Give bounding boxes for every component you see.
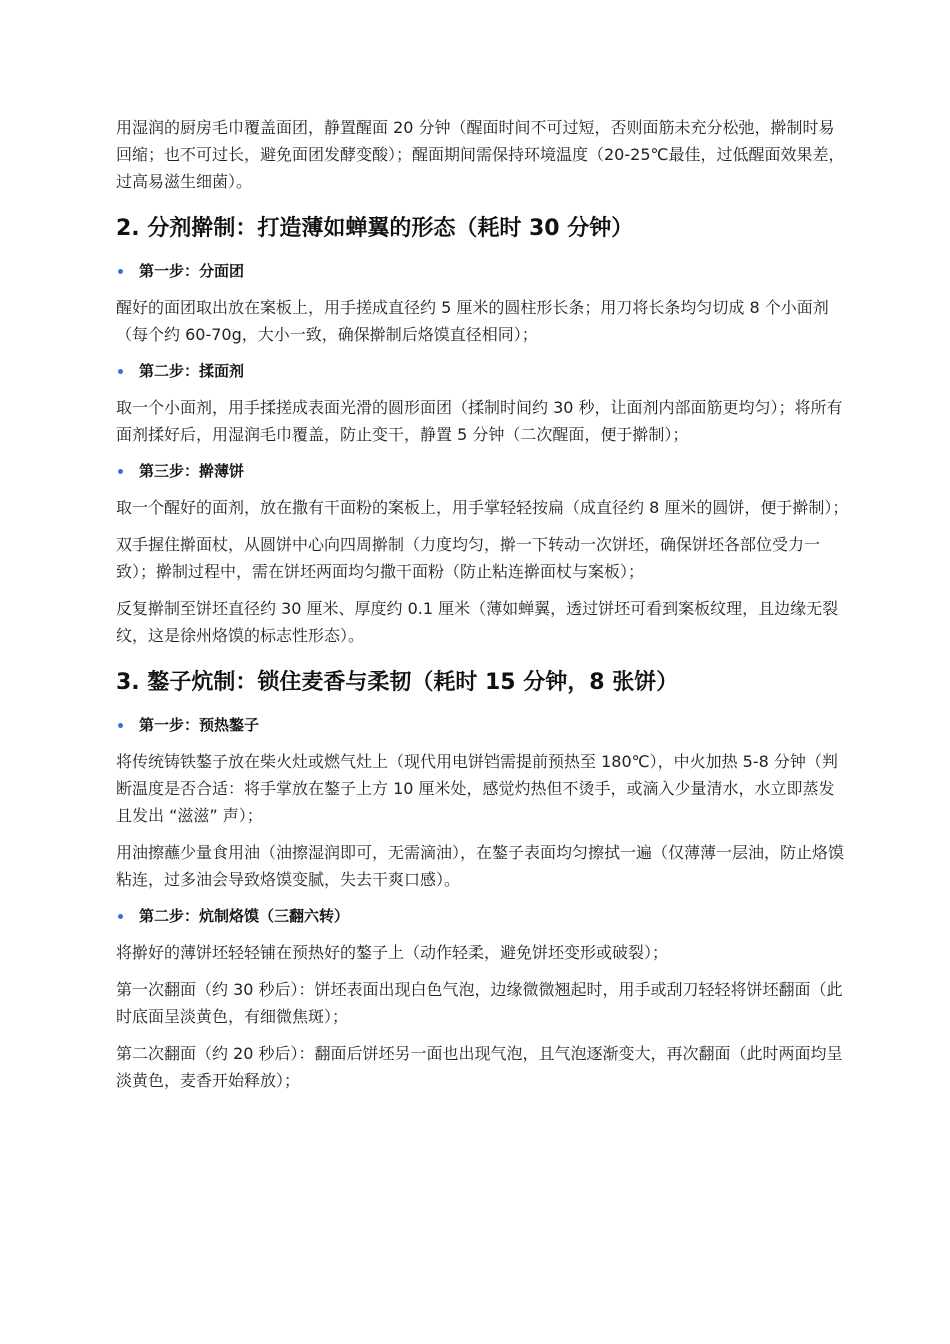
step-cook-flatbread <box>116 903 850 929</box>
bullet-dot-icon <box>118 269 123 274</box>
step-preheat-griddle <box>116 712 850 738</box>
section-heading-rolling: 2. 分剂擀制：打造薄如蝉翼的形态（耗时 30 分钟） <box>116 216 634 241</box>
step-label: 第一步：预热鏊子 <box>139 716 260 734</box>
step-knead-pieces <box>116 358 850 384</box>
section-heading-griddle: 3. 鏊子炕制：锁住麦香与柔韧（耗时 15 分钟，8 张饼） <box>116 670 679 695</box>
step-label: 第二步：揉面剂 <box>139 362 245 380</box>
paragraph-resting-dough: 用湿润的厨房毛巾覆盖面团，静置醒面 20 分钟（醒面时间不可过短，否则面筋未充分松弛，擀制时易回缩；也不可过长，避免面团发酵变酸）；醒面期间需保持环境温度（20-25℃最佳，过低醒面效果差，过高易滋生细菌）。 <box>116 118 845 191</box>
paragraph-lay-dough: 将擀好的薄饼坯轻轻铺在预热好的鏊子上（动作轻柔，避免饼坯变形或破裂）； <box>116 943 669 962</box>
paragraph-final-thickness: 反复擀制至饼坯直径约 30 厘米、厚度约 0.1 厘米（薄如蝉翼，透过饼坯可看到案板纹理，且边缘无裂纹，这是徐州烙馍的标志性形态）。 <box>116 599 839 645</box>
step-roll-thin <box>116 458 850 484</box>
step-label: 第一步：分面团 <box>139 262 245 280</box>
bullet-dot-icon <box>118 369 123 374</box>
step-label: 第三步：擀薄饼 <box>139 462 245 480</box>
paragraph-divide-dough: 醒好的面团取出放在案板上，用手搓成直径约 5 厘米的圆柱形长条；用刀将长条均匀切成 8 个小面剂（每个约 60-70g，大小一致，确保擀制后烙馍直径相同）； <box>116 298 829 344</box>
bullet-dot-icon <box>118 469 123 474</box>
bullet-dot-icon <box>118 723 123 728</box>
paragraph-press-flat: 取一个醒好的面剂，放在撒有干面粉的案板上，用手掌轻轻按扁（成直径约 8 厘米的圆饼，便于擀制）； <box>116 498 849 517</box>
paragraph-first-flip: 第一次翻面（约 30 秒后）：饼坯表面出现白色气泡，边缘微微翘起时，用手或刮刀轻轻将饼坯翻面（此时底面呈淡黄色，有细微焦斑）； <box>116 980 843 1026</box>
step-divide-dough <box>116 258 850 284</box>
paragraph-knead-pieces: 取一个小面剂，用手揉搓成表面光滑的圆形面团（揉制时间约 30 秒，让面剂内部面筋更均匀）；将所有面剂揉好后，用湿润毛巾覆盖，防止变干，静置 5 分钟（二次醒面，便于擀制）； <box>116 398 843 444</box>
paragraph-rolling-technique: 双手握住擀面杖，从圆饼中心向四周擀制（力度均匀，擀一下转动一次饼坯，确保饼坯各部位受力一致）；擀制过程中，需在饼坯两面均匀撒干面粉（防止粘连擀面杖与案板）； <box>116 535 821 581</box>
paragraph-second-flip: 第二次翻面（约 20 秒后）：翻面后饼坯另一面也出现气泡，且气泡逐渐变大，再次翻面（此时两面均呈淡黄色，麦香开始释放）； <box>116 1044 843 1090</box>
step-label: 第二步：炕制烙馍（三翻六转） <box>139 907 350 925</box>
paragraph-preheat: 将传统铸铁鏊子放在柴火灶或燃气灶上（现代用电饼铛需提前预热至 180℃），中火加热 5-8 分钟（判断温度是否合适：将手掌放在鏊子上方 10 厘米处，感觉灼热但不烫手，或滴入少量清水，水立即蒸发且发出 “滋滋” 声）； <box>116 752 838 825</box>
paragraph-oil-griddle: 用油擦蘸少量食用油（油擦湿润即可，无需滴油），在鏊子表面均匀擦拭一遍（仅薄薄一层油，防止烙馍粘连，过多油会导致烙馍变腻，失去干爽口感）。 <box>116 843 845 889</box>
bullet-dot-icon <box>118 914 123 919</box>
